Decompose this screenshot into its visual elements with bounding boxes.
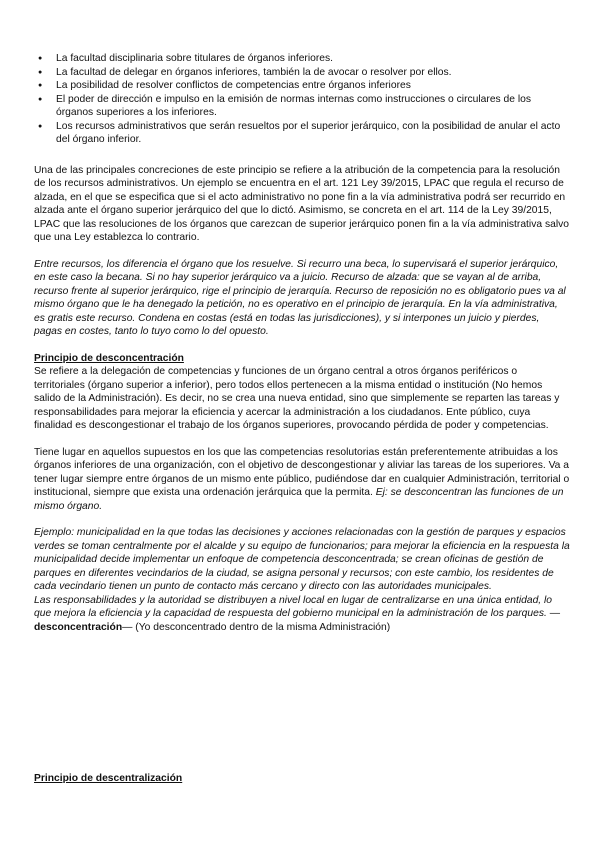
- list-item: ● El poder de dirección e impulso en la emisión de normas internas como instrucciones o circulares de los órganos superiores a los inferiores.: [56, 93, 570, 120]
- section-heading-desconcentracion: Principio de desconcentración: [34, 352, 184, 364]
- paragraph-jerarquia: Una de las principales concreciones de este principio se refiere a la atribución de la competencia para la resolución de los recursos administrativos. Un ejemplo se encuentra en el art. 121 Ley 39/2015, LPAC que regula el recurso de alzada, en el que se especifica que si el acto administrativo no pone fin a la vía administrativa podrá ser recurrido en alzada ante el órgano superior jerárquico del que lo dictó. Asimismo, se concreta en el art. 114 de la Ley 39/2015, LPAC que las resoluciones de los órganos que carezcan de superior jerárquico ponen fin a la vía administrativa salvo que una Ley establezca lo contrario.: [34, 164, 569, 243]
- example-conclusion-tail: (Yo desconcentrado dentro de la misma Administración): [135, 621, 391, 633]
- list-item: ● La posibilidad de resolver conflictos de competencias entre órganos inferiores: [56, 79, 570, 93]
- example-conclusion-text: Las responsabilidades y la autoridad se distribuyen a nivel local en lugar de centralizarse en una única entidad, lo que mejora la eficiencia y la capacidad de respuesta del gobierno municipal en la administración de los parques.: [34, 594, 553, 619]
- list-item: ● La facultad de delegar en órganos inferiores, también la de avocar o resolver por ellos.: [56, 66, 570, 80]
- keyword-desconcentracion: desconcentración: [34, 621, 123, 633]
- note-recursos: Entre recursos, los diferencia el órgano que los resuelve. Si recurro una beca, lo supervisará el superior jerárquico, en este caso la becana. Si no hay superior jerárquico va a juicio. Recurso de alzada: que se vayan al de arriba, recurso frente al superior jerárquico, rige el principio de jerarquía. Recurso de reposición no es obligatorio pues va al mismo órgano que le ha denegado la petición, no es operativo en el principio de jerarquía. En la vía administrativa, es gratis este recurso. Condena en costas (está en todas las jurisdicciones), y si interpones un juicio y pierdes, pagas en costes, tanto lo tuyo como lo del opuesto.: [34, 258, 566, 337]
- document-body: [34, 52, 570, 634]
- paragraph-example-note: Ej: se desconcentran las funciones de un mismo órgano.: [34, 487, 564, 512]
- dash-close: —: [122, 621, 136, 633]
- paragraph-desconcentracion-2: [34, 446, 570, 514]
- example-conclusion: [34, 594, 570, 635]
- list-item: ● La facultad disciplinaria sobre titulares de órganos inferiores.: [56, 52, 570, 66]
- section-heading-descentralizacion: Principio de descentralización: [34, 773, 183, 784]
- example-paragraph: Ejemplo: municipalidad en la que todas las decisiones y acciones relacionadas con la gestión de parques y espacios verdes se toman centralmente por el alcalde y su equipo de funcionarios; para mejorar la eficiencia en la respuesta la municipalidad decide implementar un enfoque de competencia desconcentrada; se crean oficinas de gestión de parques en diferentes vecindarios de la ciudad, se asigna personal y recursos; con este cambio, los residentes de cada vecindario tienen un punto de contacto más cercano y directo con las autoridades municipales.: [34, 527, 570, 592]
- list-item: ● Los recursos administrativos que serán resueltos por el superior jerárquico, con la posibilidad de anular el acto del órgano inferior.: [56, 120, 570, 147]
- paragraph-text: Tiene lugar en aquellos supuestos en los que las competencias resolutorias están preferentemente atribuidas a los órganos inferiores de una organización, con el objetivo de descongestionar y aliviar las tareas de los superiores. Va a tener lugar siempre entre órganos de un mismo ente público, pudiéndose dar en cualquier Administración, territorial o institucional, siempre que exista una ordenación jerárquica que la permita.: [34, 446, 570, 498]
- bullet-list: [34, 52, 570, 147]
- paragraph-desconcentracion-1: Se refiere a la delegación de competencias y funciones de un órgano central a otros órganos periféricos o territoriales (órgano superior a inferior), pero todos ellos pertenecen a la misma entidad o institución (No hemos salido de la Administración). Es decir, no se crea una nueva entidad, sino que simplemente se reparten las tareas y responsabilidades para mejorar la eficiencia y acercar la administración a los ciudadanos. Ente público, cuya finalidad es descongestionar el trabajo de los órganos superiores, provocando pérdida de poder y competencias.: [34, 366, 560, 431]
- dash-open: —: [546, 608, 561, 619]
